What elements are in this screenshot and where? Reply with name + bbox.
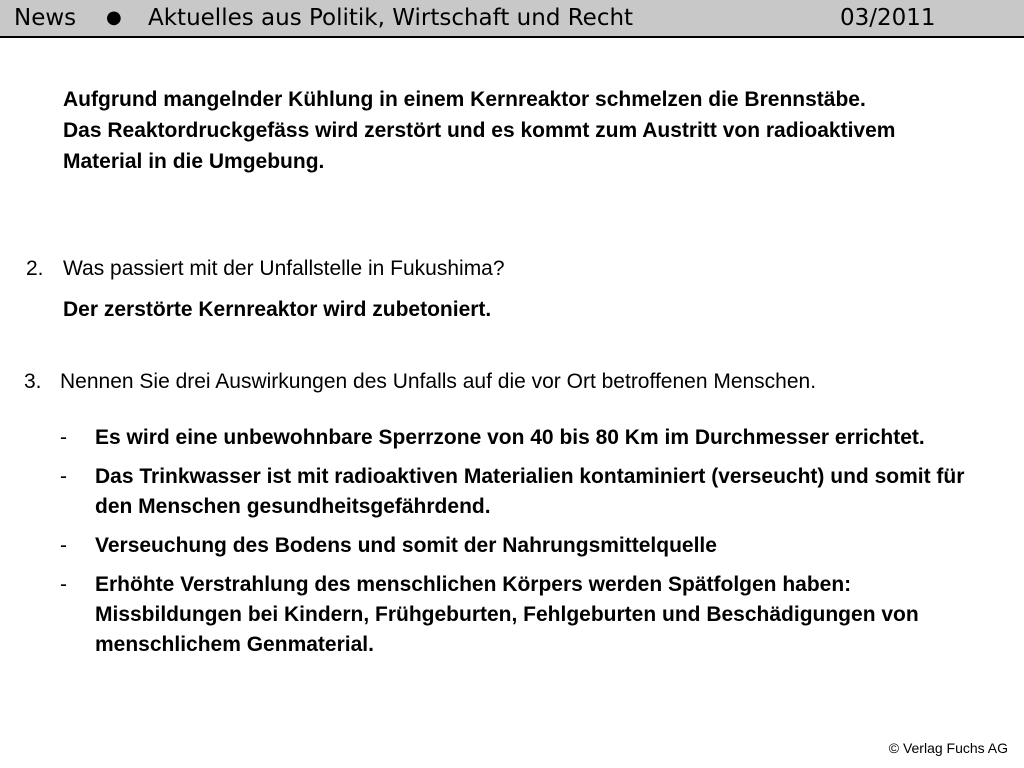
list-dash: - xyxy=(60,426,67,449)
copyright-footer: © Verlag Fuchs AG xyxy=(888,740,1008,756)
answer-3-list xyxy=(60,423,990,669)
question-3-number: 3. xyxy=(24,370,42,393)
question-3 xyxy=(24,367,816,397)
header-bar xyxy=(0,0,1024,38)
question-2-number: 2. xyxy=(26,257,44,280)
header-topic: Aktuelles aus Politik, Wirtschaft und Recht xyxy=(148,5,634,31)
answer-2: Der zerstörte Kernreaktor wird zubetoniert. xyxy=(63,298,492,321)
list-dash: - xyxy=(60,534,67,557)
question-2-text: Was passiert mit der Unfallstelle in Fukushima? xyxy=(63,257,505,280)
list-dash: - xyxy=(60,573,67,596)
list-item-text: Es wird eine unbewohnbare Sperrzone von 40 bis 80 Km im Durchmesser errichtet. xyxy=(95,426,925,449)
question-2 xyxy=(26,254,505,284)
intro-line-2: Das Reaktordruckgefäss wird zerstört und es kommt zum Austritt von radioaktivem Material in die Umgebung. xyxy=(63,119,896,173)
list-item xyxy=(60,462,990,522)
intro-line-1: Aufgrund mangelnder Kühlung in einem Kernreaktor schmelzen die Brennstäbe. xyxy=(63,88,866,111)
list-item-text: Erhöhte Verstrahlung des menschlichen Körpers werden Spätfolgen haben: Missbildungen bei Kindern, Frühgeburten, Fehlgeburten und Beschädigungen von menschlichem Genmaterial. xyxy=(95,573,919,656)
header-date: 03/2011 xyxy=(840,5,936,31)
list-item xyxy=(60,423,990,453)
list-item-text: Verseuchung des Bodens und somit der Nahrungsmittelquelle xyxy=(95,534,717,557)
intro-answer xyxy=(63,84,963,177)
header-bullet: ● xyxy=(106,7,122,28)
list-dash: - xyxy=(60,465,67,488)
question-3-text: Nennen Sie drei Auswirkungen des Unfalls auf die vor Ort betroffenen Menschen. xyxy=(60,370,817,393)
list-item xyxy=(60,531,990,561)
header-news-label: News xyxy=(14,5,77,31)
list-item xyxy=(60,570,990,660)
list-item-text: Das Trinkwasser ist mit radioaktiven Materialien kontaminiert (verseucht) und somit für den Menschen gesundheitsgefährdend. xyxy=(95,465,965,518)
